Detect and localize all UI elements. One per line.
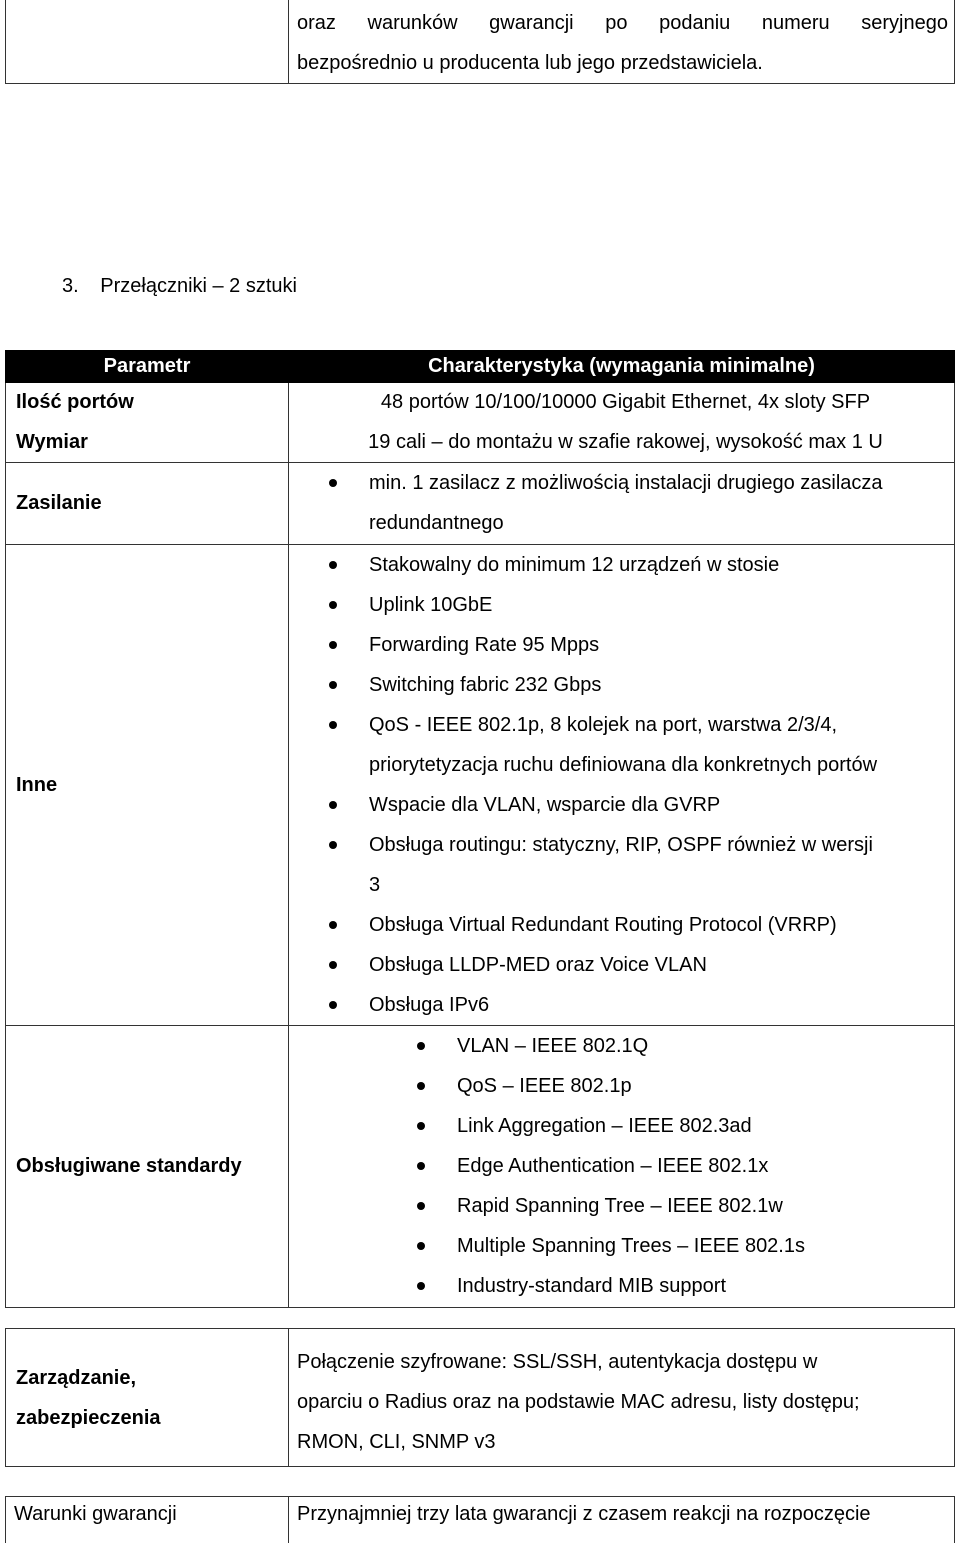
row-management-value bbox=[289, 1329, 955, 1467]
bullet-icon bbox=[417, 1202, 425, 1210]
row-other bbox=[6, 545, 955, 1026]
section-number: 3. bbox=[62, 275, 79, 297]
management-line-1: Połączenie szyfrowane: SSL/SSH, autentykacja dostępu w bbox=[297, 1351, 818, 1373]
row-other-label: Inne bbox=[6, 545, 289, 1026]
row-standards-value bbox=[289, 1026, 955, 1308]
header-param: Parametr bbox=[6, 351, 289, 383]
other-item-continuation: priorytetyzacja ruchu definiowana dla konkretnych portów bbox=[369, 754, 878, 776]
management-table bbox=[5, 1328, 955, 1467]
bullet-icon bbox=[417, 1242, 425, 1250]
top-table bbox=[5, 0, 955, 84]
top-empty-cell bbox=[6, 0, 289, 84]
row-warranty bbox=[6, 1497, 955, 1543]
other-list bbox=[289, 545, 954, 1025]
management-line-2: oparciu o Radius oraz na podstawie MAC adresu, listy dostępu; bbox=[297, 1391, 860, 1413]
top-text-cell bbox=[289, 0, 955, 84]
other-item: Stakowalny do minimum 12 urządzeń w stosie bbox=[369, 545, 954, 585]
row-size-value: 19 cali – do montażu w szafie rakowej, wysokość max 1 U bbox=[289, 423, 955, 463]
row-ports-label: Ilość portów bbox=[6, 383, 289, 423]
bullet-icon bbox=[329, 841, 337, 849]
bullet-icon bbox=[329, 561, 337, 569]
spec-table bbox=[5, 350, 955, 1308]
row-warranty-label: Warunki gwarancji bbox=[6, 1497, 289, 1543]
row-power-label: Zasilanie bbox=[6, 463, 289, 545]
row-ports-value: 48 portów 10/100/10000 Gigabit Ethernet, 4x sloty SFP bbox=[289, 383, 955, 423]
bullet-icon bbox=[329, 601, 337, 609]
row-management-label bbox=[6, 1329, 289, 1467]
other-item: Uplink 10GbE bbox=[369, 585, 954, 625]
other-item: Wspacie dla VLAN, wsparcie dla GVRP bbox=[369, 785, 954, 825]
row-management bbox=[6, 1329, 955, 1467]
bullet-icon bbox=[329, 641, 337, 649]
management-line-3: RMON, CLI, SNMP v3 bbox=[297, 1431, 496, 1453]
standard-item: Industry-standard MIB support bbox=[457, 1266, 954, 1306]
section-heading bbox=[62, 274, 297, 298]
management-label-2: zabezpieczenia bbox=[16, 1406, 161, 1429]
power-line-1: min. 1 zasilacz z możliwością instalacji drugiego zasilacza bbox=[369, 472, 883, 494]
row-size bbox=[6, 423, 955, 463]
top-line-2: bezpośrednio u producenta lub jego przedstawiciela. bbox=[297, 52, 763, 74]
spec-header-row bbox=[6, 351, 955, 383]
bullet-icon bbox=[417, 1122, 425, 1130]
bullet-icon bbox=[329, 921, 337, 929]
other-item: QoS - IEEE 802.1p, 8 kolejek na port, warstwa 2/3/4, bbox=[369, 705, 954, 745]
standard-item: QoS – IEEE 802.1p bbox=[457, 1066, 954, 1106]
other-item-continuation: 3 bbox=[369, 874, 381, 896]
other-item: Obsługa IPv6 bbox=[369, 985, 954, 1025]
bullet-icon bbox=[329, 1001, 337, 1009]
other-item: Obsługa routingu: statyczny, RIP, OSPF również w wersji bbox=[369, 825, 954, 865]
bullet-icon bbox=[329, 721, 337, 729]
row-power bbox=[6, 463, 955, 545]
row-standards bbox=[6, 1026, 955, 1308]
row-size-label: Wymiar bbox=[6, 423, 289, 463]
bullet-icon bbox=[417, 1082, 425, 1090]
row-other-value bbox=[289, 545, 955, 1026]
row-warranty-value: Przynajmniej trzy lata gwarancji z czasem reakcji na rozpoczęcie bbox=[289, 1497, 955, 1543]
standard-item: Edge Authentication – IEEE 802.1x bbox=[457, 1146, 954, 1186]
power-line-2: redundantnego bbox=[369, 512, 504, 534]
row-standards-label: Obsługiwane standardy bbox=[6, 1026, 289, 1308]
other-item: Obsługa LLDP-MED oraz Voice VLAN bbox=[369, 945, 954, 985]
row-ports bbox=[6, 383, 955, 423]
standard-item: Multiple Spanning Trees – IEEE 802.1s bbox=[457, 1226, 954, 1266]
bullet-icon bbox=[417, 1042, 425, 1050]
bullet-icon bbox=[329, 801, 337, 809]
bullet-icon bbox=[329, 479, 337, 487]
standards-list bbox=[289, 1026, 954, 1306]
bullet-icon bbox=[329, 961, 337, 969]
bullet-icon bbox=[417, 1282, 425, 1290]
standard-item: Link Aggregation – IEEE 802.3ad bbox=[457, 1106, 954, 1146]
standard-item: Rapid Spanning Tree – IEEE 802.1w bbox=[457, 1186, 954, 1226]
warranty-table bbox=[5, 1496, 955, 1543]
header-char: Charakterystyka (wymagania minimalne) bbox=[289, 351, 955, 383]
other-item: Forwarding Rate 95 Mpps bbox=[369, 625, 954, 665]
section-title: Przełączniki – 2 sztuki bbox=[100, 275, 297, 297]
management-label-1: Zarządzanie, bbox=[16, 1366, 137, 1389]
other-item: Switching fabric 232 Gbps bbox=[369, 665, 954, 705]
bullet-icon bbox=[417, 1162, 425, 1170]
other-item: Obsługa Virtual Redundant Routing Protocol (VRRP) bbox=[369, 905, 954, 945]
row-power-value bbox=[289, 463, 955, 545]
standard-item: VLAN – IEEE 802.1Q bbox=[457, 1026, 954, 1066]
top-line-1: oraz warunków gwarancji po podaniu numeru seryjnego bbox=[297, 12, 948, 34]
bullet-icon bbox=[329, 681, 337, 689]
